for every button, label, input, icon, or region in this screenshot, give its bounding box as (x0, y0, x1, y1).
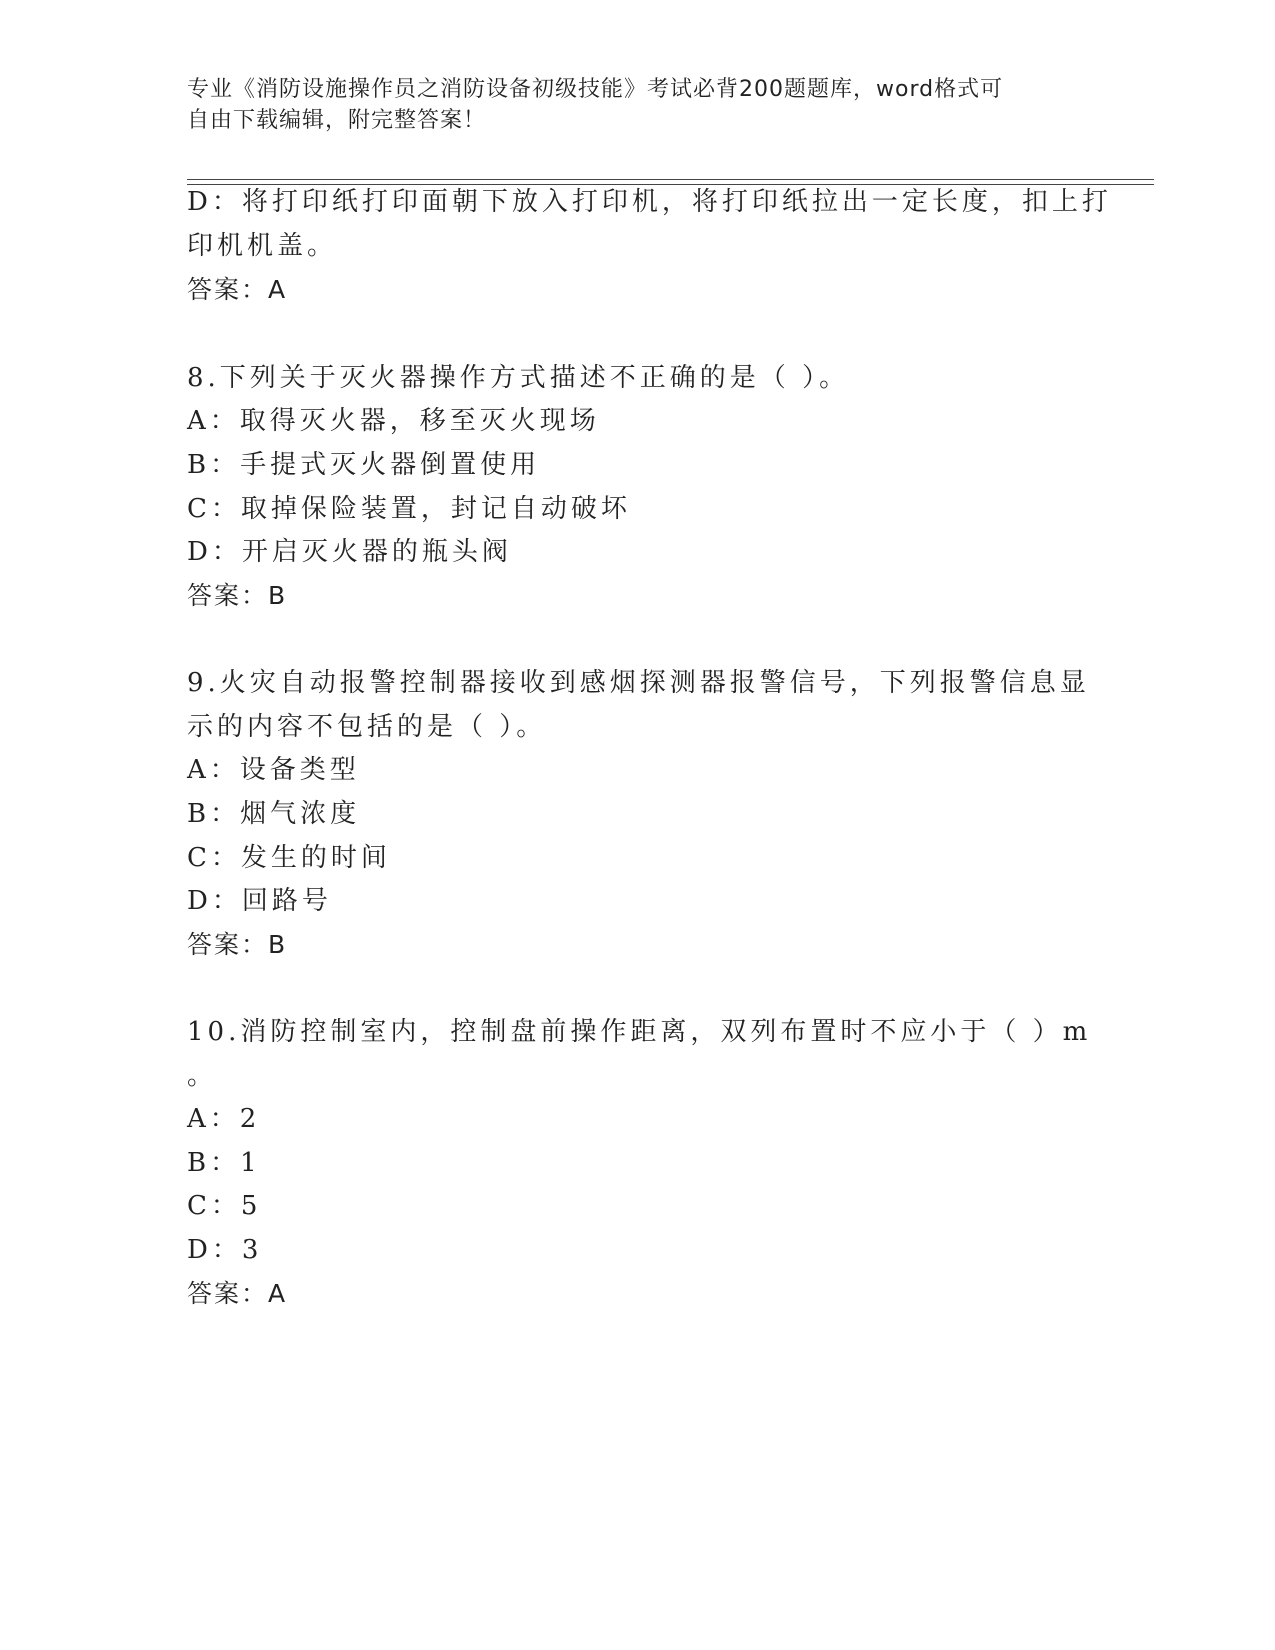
option-d-line-1: D：将打印纸打印面朝下放入打印机，将打印纸拉出一定长度，扣上打 (187, 187, 1112, 217)
question-10-option-d: D：3 (187, 1235, 263, 1265)
question-9-option-b: B：烟气浓度 (187, 799, 361, 829)
answer-8: 答案：B (187, 581, 288, 610)
question-10-option-b: B：1 (187, 1148, 261, 1178)
answer-7: 答案：A (187, 275, 288, 304)
question-8-option-c: C：取掉保险装置，封记自动破坏 (187, 494, 631, 524)
question-8-option-b: B：手提式灭火器倒置使用 (187, 450, 541, 480)
question-9-option-c: C：发生的时间 (187, 843, 391, 873)
question-8: 8.下列关于灭火器操作方式描述不正确的是（ ）。 (187, 363, 850, 393)
question-9-option-d: D：回路号 (187, 886, 332, 916)
answer-10: 答案：A (187, 1279, 288, 1308)
question-10-option-c: C：5 (187, 1191, 262, 1221)
question-8-option-a: A：取得灭火器，移至灭火现场 (187, 406, 600, 436)
document-header (187, 74, 1067, 136)
header-line-1: 专业《消防设施操作员之消防设备初级技能》考试必背200题题库，word格式可 (187, 77, 1004, 102)
question-9-option-a: A：设备类型 (187, 755, 360, 785)
option-d-line-2: 印机机盖。 (187, 231, 338, 261)
question-9-line-2: 示的内容不包括的是（ ）。 (187, 712, 547, 742)
answer-9: 答案：B (187, 930, 288, 959)
question-9-line-1: 9.火灾自动报警控制器接收到感烟探测器报警信号，下列报警信息显 (187, 668, 1090, 698)
header-rule-top (187, 179, 1154, 180)
question-10-line-2: 。 (187, 1061, 218, 1091)
header-line-2: 自由下载编辑，附完整答案！ (187, 108, 487, 133)
question-10-line-1: 10.消防控制室内，控制盘前操作距离，双列布置时不应小于（ ）m (187, 1017, 1092, 1047)
question-10-option-a: A：2 (187, 1104, 261, 1134)
question-8-option-d: D：开启灭火器的瓶头阀 (187, 537, 512, 567)
header-rule-bottom (187, 184, 1154, 185)
